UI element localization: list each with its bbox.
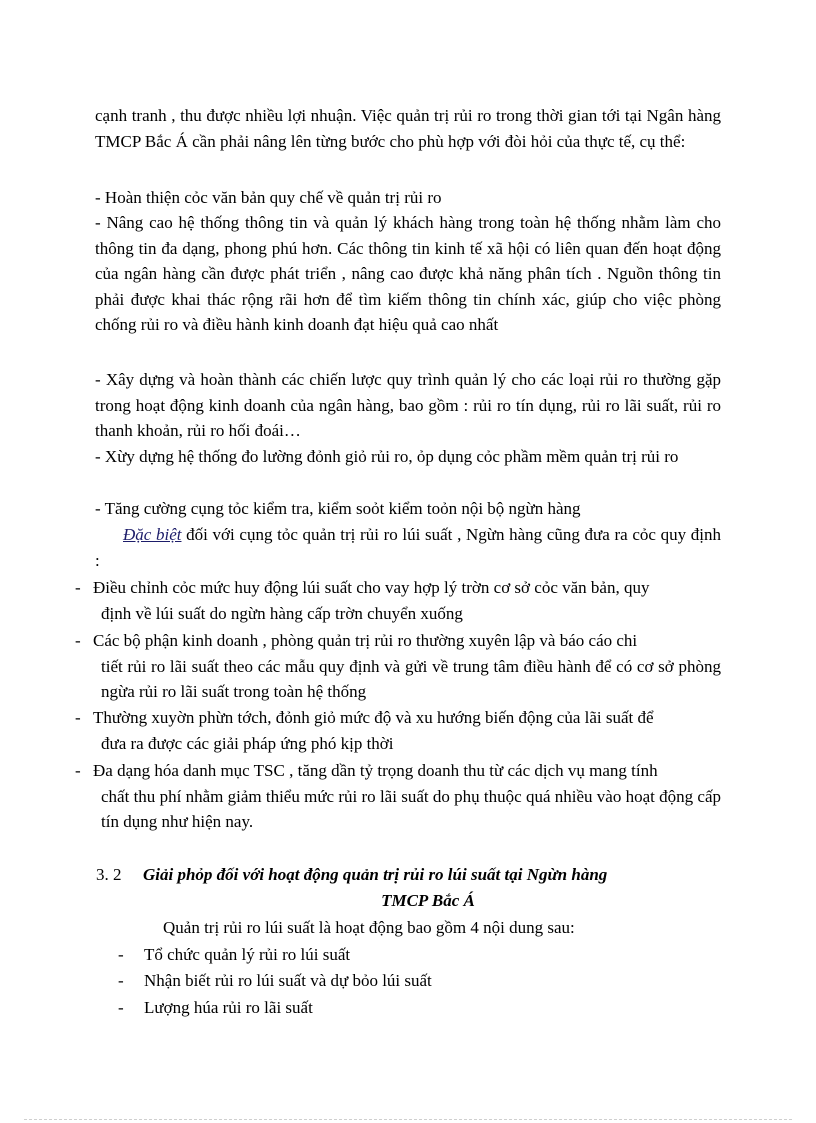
bullet-item: [75, 758, 721, 835]
list-dash: -: [118, 998, 124, 1017]
paragraph-special: [95, 522, 721, 573]
bullet-first-line: Các bộ phận kinh doanh , phòng quản trị rủi ro thường xuyên lập và báo cáo chi: [93, 631, 638, 650]
bullet-item: [75, 628, 721, 705]
list-dash: -: [118, 945, 124, 964]
bullet-dash: -: [75, 631, 81, 650]
bullet-dash: -: [75, 761, 81, 780]
bullet-continuation: tiết rủi ro lãi suất theo các mẫu quy định và gửi về trung tâm điều hành để có cơ sở phòng ngừa rủi ro lãi suất trong toàn hệ thống: [101, 656, 721, 702]
special-emphasis: Đặc biệt: [123, 525, 182, 544]
special-rest: đối với cụng tỏc quản trị rủi ro lúi suất , Ngừn hàng cũng đưa ra cỏc quy định :: [95, 525, 721, 570]
paragraph-inspection: - Tăng cường cụng tỏc kiểm tra, kiểm soỏt kiểm toỏn nội bộ ngừn hàng: [95, 499, 581, 518]
paragraph-intro: cạnh tranh , thu được nhiều lợi nhuận. Việc quản trị rủi ro trong thời gian tới tại Ngân hàng TMCP Bắc Á cần phải nâng lên từng bước cho phù hợp với đòi hỏi của thực tế, cụ thể:: [95, 106, 721, 151]
bullet-dash: -: [75, 708, 81, 727]
paragraph-measurement: - Xừy dựng hệ thống đo lường đỏnh giỏ rủi ro, ỏp dụng cỏc phầm mềm quản trị rủi ro: [95, 447, 679, 466]
bullet-first-line: Thường xuyờn phừn tớch, đỏnh giỏ mức độ và xu hướng biến động của lãi suất để: [93, 708, 654, 727]
paragraph-regulations: - Hoàn thiện cỏc văn bản quy chế về quản trị rủi ro: [95, 188, 442, 207]
bullet-item: [75, 575, 721, 626]
list-item: [118, 995, 313, 1021]
section-number: 3. 2: [96, 865, 122, 884]
bullet-first-line: Điều chỉnh cỏc mức huy động lúi suất cho vay hợp lý trờn cơ sở cỏc văn bản, quy: [93, 578, 650, 597]
bullet-continuation: đưa ra được các giải pháp ứng phó kịp thời: [101, 733, 394, 753]
list-item-text: Tổ chức quản lý rủi ro lúi suất: [144, 945, 351, 964]
section-title-line2: TMCP Bắc Á: [381, 890, 475, 910]
list-dash: -: [118, 971, 124, 990]
list-item: [118, 968, 432, 994]
bullet-dash: -: [75, 578, 81, 597]
bullet-item: [75, 705, 721, 756]
bullet-continuation: chất thu phí nhằm giảm thiểu mức rủi ro lãi suất do phụ thuộc quá nhiều vào hoạt động cấp tín dụng như hiện nay.: [101, 786, 721, 832]
section-title-line1: Giải phỏp đối với hoạt động quản trị rủi ro lúi suất tại Ngừn hàng: [143, 865, 608, 884]
list-item: [118, 942, 350, 968]
page-bottom-rule: [24, 1119, 792, 1120]
section-intro: Quản trị rủi ro lúi suất là hoạt động bao gồm 4 nội dung sau:: [163, 918, 575, 937]
bullet-continuation: định về lúi suất do ngừn hàng cấp trờn chuyển xuống: [101, 603, 463, 623]
paragraph-information-system: - Nâng cao hệ thống thông tin và quản lý khách hàng trong toàn hệ thống nhằm làm cho thông tin đa dạng, phong phú hơn. Các thông tin kinh tế xã hội có liên quan đến hoạt động của ngân hàng cần được phát triển , nâng cao được khả năng phân tích . Nguồn thông tin phải được khai thác rộng rãi hơn để tìm kiếm thông tin chính xác, giúp cho việc phòng chống rủi ro và điều hành kinh doanh đạt hiệu quả cao nhất: [95, 213, 721, 335]
list-item-text: Lượng húa rủi ro lãi suất: [144, 998, 313, 1017]
list-item-text: Nhận biết rủi ro lúi suất và dự bỏo lúi suất: [144, 971, 432, 990]
bullet-first-line: Đa dạng hóa danh mục TSC , tăng dần tỷ trọng doanh thu từ các dịch vụ mang tính: [93, 761, 658, 780]
paragraph-strategy: - Xây dựng và hoàn thành các chiến lược quy trình quản lý cho các loại rủi ro thường gặp trong hoạt động kinh doanh của ngân hàng, bao gồm : rủi ro tín dụng, rủi ro lãi suất, rủi ro thanh khoản, rủi ro hối đoái…: [95, 370, 721, 441]
